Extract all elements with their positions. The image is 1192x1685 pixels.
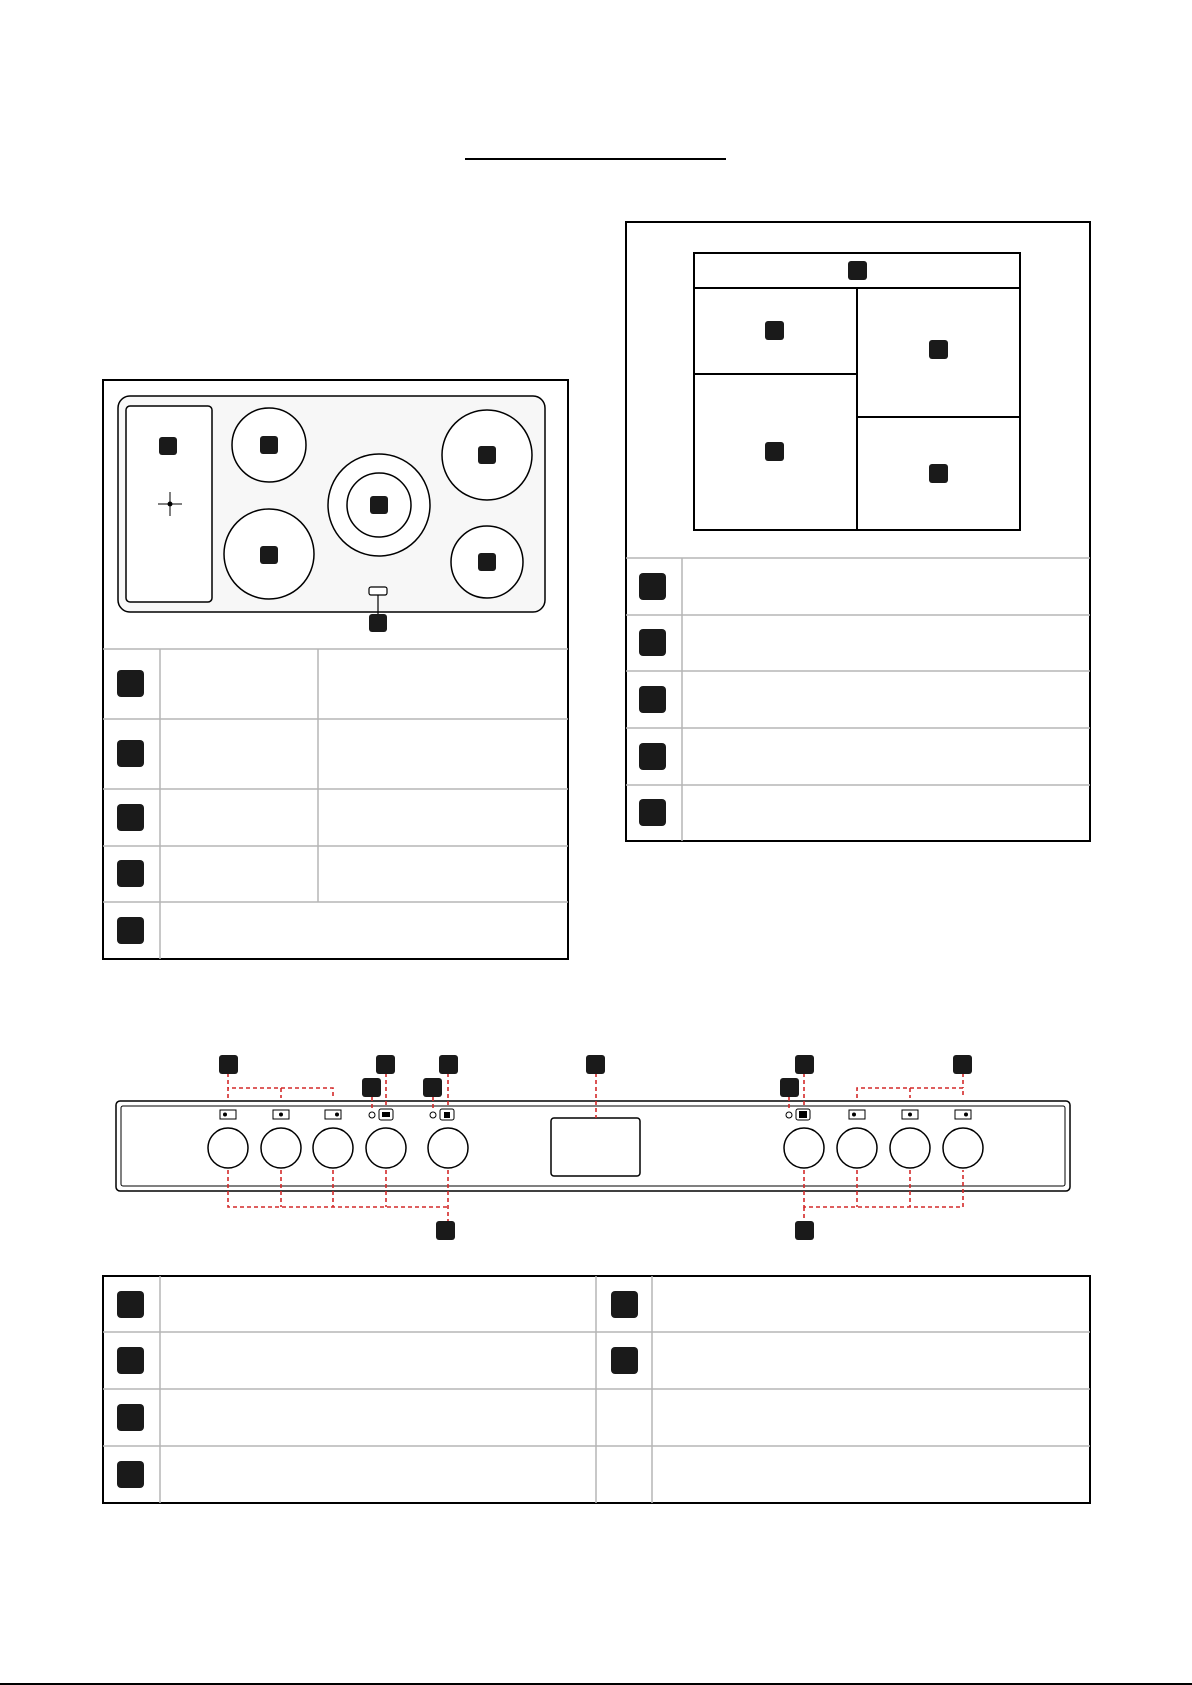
badge <box>929 464 948 483</box>
badge <box>260 436 278 454</box>
badge <box>795 1055 814 1074</box>
badge <box>376 1055 395 1074</box>
badge <box>117 1347 144 1374</box>
burner-knob-icon[interactable] <box>890 1128 930 1168</box>
control-indicator-icon <box>369 587 387 595</box>
badge <box>117 670 144 697</box>
display-icon <box>551 1118 640 1176</box>
badge <box>639 629 666 656</box>
badge <box>795 1221 814 1240</box>
badge <box>639 686 666 713</box>
oven-function-knob[interactable] <box>366 1128 406 1168</box>
badge <box>586 1055 605 1074</box>
burner-knob-icon[interactable] <box>943 1128 983 1168</box>
badge <box>159 437 177 455</box>
badge <box>848 261 867 280</box>
badge <box>478 553 496 571</box>
badge <box>117 917 144 944</box>
control-legend <box>103 1276 1090 1503</box>
badge <box>765 442 784 461</box>
badge <box>953 1055 972 1074</box>
badge <box>260 546 278 564</box>
control-panel <box>116 1055 1070 1240</box>
badge <box>436 1221 455 1240</box>
badge <box>765 321 784 340</box>
badge <box>117 804 144 831</box>
badge <box>117 1291 144 1318</box>
badge <box>117 1461 144 1488</box>
badge <box>117 1404 144 1431</box>
badge <box>369 614 387 632</box>
badge <box>611 1347 638 1374</box>
temperature-knob[interactable] <box>428 1128 468 1168</box>
burner-knob-icon[interactable] <box>208 1128 248 1168</box>
badge <box>117 740 144 767</box>
badge <box>370 496 388 514</box>
badge <box>219 1055 238 1074</box>
badge <box>439 1055 458 1074</box>
badge <box>639 743 666 770</box>
cooktop-panel <box>103 380 568 959</box>
badge <box>639 799 666 826</box>
lower-oven-knob[interactable] <box>784 1128 824 1168</box>
oven-panel <box>626 222 1090 841</box>
badge <box>362 1078 381 1097</box>
badge <box>780 1078 799 1097</box>
burner-knob-icon[interactable] <box>313 1128 353 1168</box>
badge <box>117 860 144 887</box>
burner-knob-icon[interactable] <box>837 1128 877 1168</box>
badge <box>639 573 666 600</box>
burner-knob-icon[interactable] <box>261 1128 301 1168</box>
badge <box>478 446 496 464</box>
badge <box>611 1291 638 1318</box>
badge <box>423 1078 442 1097</box>
badge <box>929 340 948 359</box>
